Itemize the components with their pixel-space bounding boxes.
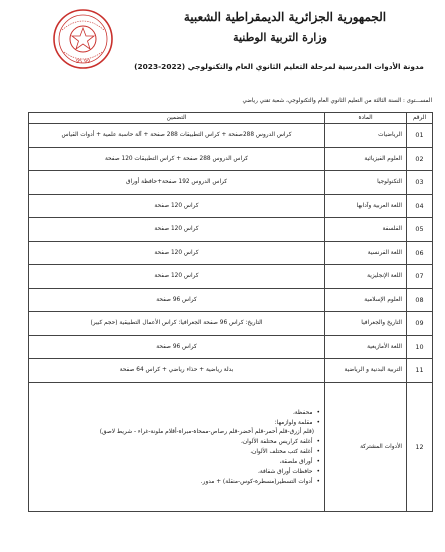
row-subject: الرياضيات	[325, 124, 407, 148]
bullet-icon: •	[316, 408, 320, 416]
row-num: 02	[407, 147, 433, 171]
bullet-icon: •	[316, 467, 320, 475]
tools-list-item	[33, 468, 320, 475]
svg-text:95.99: 95.99	[75, 59, 91, 65]
tools-list-item	[33, 409, 320, 416]
row-subject: العلوم الفيزيائية	[325, 147, 407, 171]
bullet-icon: •	[316, 457, 320, 465]
tools-list-item	[33, 419, 320, 426]
row-content: كراس 120 صفحة	[29, 218, 325, 242]
table-row	[29, 288, 433, 312]
bullet-icon: •	[316, 437, 320, 445]
table-row	[29, 147, 433, 171]
row-subject: اللغة الفرنسية	[325, 241, 407, 265]
row-content: كراس الدروس 192 صفحة+حافظة أوراق	[29, 171, 325, 195]
row-subject: التربية البدنية و الرياضية	[325, 359, 407, 383]
row-subject: اللغة الإنجليزية	[325, 265, 407, 289]
row-content: كراس 120 صفحة	[29, 241, 325, 265]
row-content: التاريخ: كراس 96 صفحة الجغرافيا: كراس الأعمال التطبيقية (حجم كبير)	[29, 312, 325, 336]
table-row	[29, 359, 433, 383]
row-num: 05	[407, 218, 433, 242]
level-line: المســـتوى : السنة الثالثة من التعليم الثانوي العام والتكنولوجي، شعبة تقني رياضي	[242, 98, 432, 104]
row-num: 06	[407, 241, 433, 265]
table-row	[29, 241, 433, 265]
tools-item-text: أوراق ملصقة،	[279, 458, 313, 465]
tools-list	[33, 409, 320, 485]
header-subject: المادة	[325, 113, 407, 124]
table-row	[29, 265, 433, 289]
bullet-icon: •	[316, 477, 320, 485]
row-num: 01	[407, 124, 433, 148]
table-row-tools	[29, 382, 433, 511]
row-content: كراس 96 صفحة	[29, 335, 325, 359]
row-content: كراس الدروس 288 صفحة + كراس التطبيقات 120 صفحة	[29, 147, 325, 171]
supplies-table	[28, 112, 433, 512]
row-num: 08	[407, 288, 433, 312]
row-content: كراس 96 صفحة	[29, 288, 325, 312]
row-subject: اللغة الأمازيغية	[325, 335, 407, 359]
tools-item-text: أدوات التسطير(مسطرة-كوس-منقلة) + مدور.	[200, 478, 313, 485]
table-row	[29, 218, 433, 242]
row-content: بدلة رياضية + حذاء رياضي + كراس 64 صفحة	[29, 359, 325, 383]
row-content: كراس الدروس 288صفحة + كراس التطبيقات 288 صفحة + آلة حاسبة علمية + أدوات القياس	[29, 124, 325, 148]
document-title: مدونة الأدوات المدرسية لمرحلة التعليم الثانوي العام والتكنولوجي (2022-2023)	[134, 62, 424, 71]
tools-item-text: أغلفة كتب مختلف الألوان،	[250, 448, 313, 455]
tools-list-item	[33, 478, 320, 485]
row-num: 09	[407, 312, 433, 336]
table-header-row	[29, 113, 433, 124]
tools-list-item	[33, 458, 320, 465]
row-num: 07	[407, 265, 433, 289]
tools-list-item	[33, 429, 320, 435]
tools-item-text: مقلمة ولوازمها:	[274, 419, 313, 426]
header-num: الرقم	[407, 113, 433, 124]
row-content: كراس 120 صفحة	[29, 194, 325, 218]
row-content: كراس 120 صفحة	[29, 265, 325, 289]
header-content: التضمين	[29, 113, 325, 124]
table-row	[29, 312, 433, 336]
row-content	[29, 382, 325, 511]
tools-item-text: أغلفة كراريس مختلفة الألوان،	[240, 438, 313, 445]
tools-item-text: (قلم أزرق-قلم أحمر-قلم أخضر-قلم رصاص-ممحاة-مبراة-أقلام ملونة-غراء - شريط لاصق)	[99, 428, 314, 435]
row-num: 11	[407, 359, 433, 383]
tools-item-text: حافظات أوراق شفافة،	[258, 468, 313, 475]
tools-list-item	[33, 438, 320, 445]
row-subject: التاريخ والجغرافيا	[325, 312, 407, 336]
row-subject: الفلسفة	[325, 218, 407, 242]
table-row	[29, 124, 433, 148]
table-row	[29, 194, 433, 218]
tools-item-text: محفظة،	[292, 409, 313, 416]
row-num: 12	[407, 382, 433, 511]
ministry-seal-icon	[52, 8, 114, 70]
tools-list-item	[33, 448, 320, 455]
row-num: 04	[407, 194, 433, 218]
row-num: 10	[407, 335, 433, 359]
bullet-icon: •	[316, 418, 320, 426]
ministry-name: وزارة التربية الوطنية	[233, 31, 327, 44]
row-subject: اللغة العربية وآدابها	[325, 194, 407, 218]
row-subject: العلوم الإسلامية	[325, 288, 407, 312]
table-row	[29, 335, 433, 359]
republic-name: الجمهورية الجزائرية الديمقراطية الشعبية	[183, 10, 387, 24]
bullet-icon: •	[316, 447, 320, 455]
table-row	[29, 171, 433, 195]
row-num: 03	[407, 171, 433, 195]
row-subject: الأدوات المشتركة	[325, 382, 407, 511]
row-subject: التكنولوجيا	[325, 171, 407, 195]
